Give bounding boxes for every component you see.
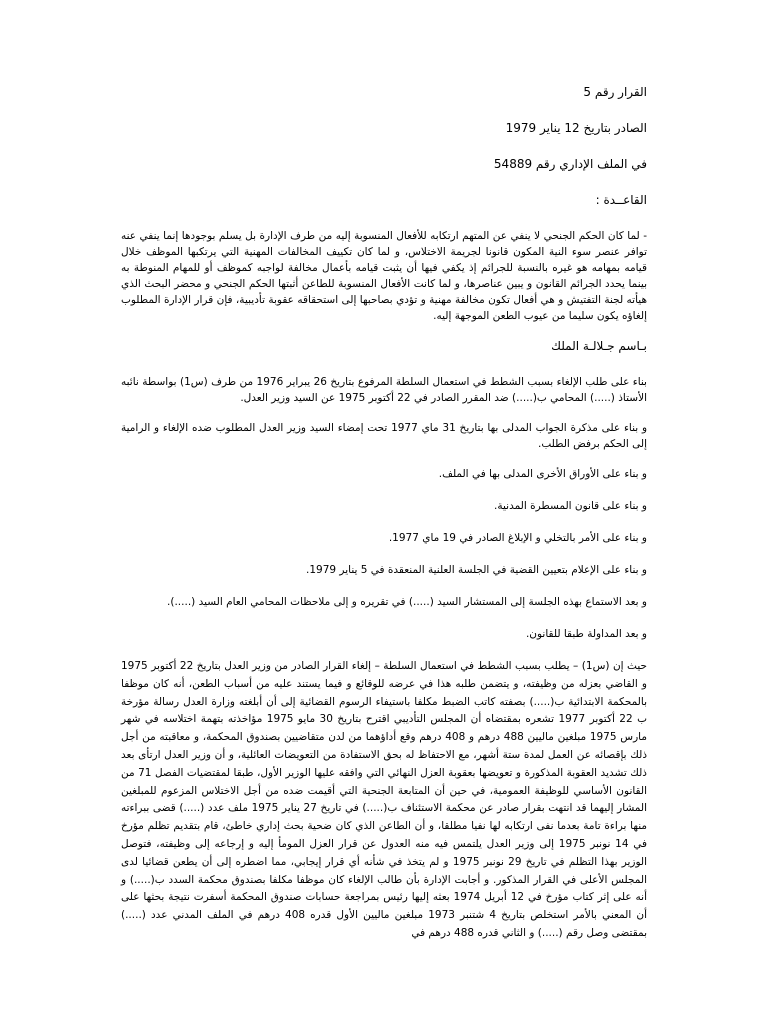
issue-date: الصادر بتاريخ 12 يناير 1979 xyxy=(505,121,647,135)
recital-6: و بناء على الإعلام بتعيين القضية في الجلسة العلنية المنعقدة في 5 يناير 1979. xyxy=(306,564,647,576)
file-number: في الملف الإداري رقم 54889 xyxy=(493,157,647,171)
recital-2: و بناء على مذكرة الجواب المدلى بها بتاريخ 31 ماي 1977 تحت إمضاء السيد وزير العدل المطلوب ضده الإلغاء و الرامية إلى الحكم برفض الطلب. xyxy=(121,422,648,450)
recital-1: بناء على طلب الإلغاء بسبب الشطط في استعمال السلطة المرفوع بتاريخ 26 يبراير 1976 من طرف (س1) بواسطة نائبه الأستاذ (.....) المحامي ب(.....) ضد المقرر الصادر في 22 أكتوبر 1975 عن السيد وزير العدل. xyxy=(121,376,647,404)
reasoning-text: حيث إن (س1) – يطلب بسبب الشطط في استعمال السلطة – إلغاء القرار الصادر من وزير العدل بتاريخ 22 أكتوبر 1975 و القاضي بعزله من وظيفته، و يتضمن طلبه هذا في عرضه للوقائع و فيما يستند عليه من أسباب الطعن، أنه كان موظفا بالمحكمة الابتدائية ب(.....) بصفته كاتب الضبط مكلفا باستيفاء الرسوم القضائية إلى أن أبلغته وزارة العدل رسالة مؤرخة ب 22 أكتوبر 1977 تشعره بمقتضاه أن المجلس التأديبي اقترح بتاريخ 30 مايو 1975 مؤاخذته بتهمة اختلاسه في شهر مارس 1975 مبلغين ماليين 488 درهم و 408 درهم وقع أداؤهما من لدن متقاضيين بصندوق المحكمة، و معاقبته من أجل ذلك بإقصائه عن العمل لمدة ستة أشهر، مع الاحتفاظ له بحق الاستفادة من التعويضات العائلية، و أن وزير العدل ارتأى بعد ذلك تشديد العقوبة المذكورة و تعويضها بعقوبة العزل النهائي التي وافقه عليها الوزير الأول، طبقا لمقتضيات الفصل 71 من القانون الأساسي للوظيفة العمومية، في حين أن المتابعة الجنحية التي أقيمت ضده من أجل الاختلاس المزعوم للمبلغين المشار إليهما قد انتهت بقرار صادر عن محكمة الاستئناف ب(.....) في تاريخ 27 يناير 1975 ملف عدد (.....) قضى ببراءته منها براءة تامة بعدما نفى ارتكابه لها نفيا مطلقا، و أن الطاعن الذي كان ضحية بحث إداري خاطئ، قام بتقديم تظلم مؤرخ في 14 نونبر 1975 إلى وزير العدل يلتمس فيه منه العدول عن قرار العزل المومأ إليه و إرجاعه إلى وظيفته، فتوصل الوزير بهذا التظلم في تاريخ 29 نونبر 1975 و لم يتخذ في شأنه أي قرار إيجابي، مما اضطره إلى أن يطعن قضائيا لدى المجلس الأعلى في القرار المذكور. و أجابت الإدارة بأن طالب الإلغاء كان موظفا مكلفا بصندوق محكمة السدد ب(.....) و أنه على إثر كتاب مؤرخ في 12 أبريل 1974 بعثه إليها رئيس بمراجعة حسابات صندوق المحكمة أسفرت نتيجة بحثها على أن المعني بالأمر استخلص بتاريخ 4 شتنبر 1973 مبلغين ماليين الأول قدره 408 درهم في الملف المدني عدد (.....) بمقتضى وصل رقم (.....) و الثاني قدره 488 درهم في xyxy=(121,660,648,939)
decision-number: القرار رقم 5 xyxy=(583,85,647,99)
recital-3: و بناء على الأوراق الأخرى المدلى بها في الملف. xyxy=(438,468,647,480)
recital-4: و بناء على قانون المسطرة المدنية. xyxy=(494,500,647,512)
rule-text: - لما كان الحكم الجنحي لا ينفي عن المتهم ارتكابه للأفعال المنسوبة إليه من طرف الإدارة بل يسلم بوجودها إنما ينفي عنه توافر عنصر سوء النية المكون قانونا لجريمة الاختلاس، و لما كان تكييف المخالفات المهنية التي يرتكبها الموظف خلال قيامه بمهامه هو غيره بالنسبة للجرائم إذ يكفي فيها أن يثبت قيامه بأعمال مخالفة لواجبه كموظف أو للمهام المنوطة به بينما يحدد الجرائم القانون و يبين عناصرها، و لما كانت الأفعال المنسوبة للطاعن أثبتها الحكم الجنحي و محضر البحث الذي هيأته لجنة التفتيش و هي أفعال تكون مخالفة مهنية و تؤدي بصاحبها إلى استحقاقه عقوبة تأديبية، فإن قرار الإدارة المطلوب إلغاؤه يكون سليما من عيوب الطعن الموجهة إليه. xyxy=(121,230,647,322)
recital-7: و بعد الاستماع بهذه الجلسة إلى المستشار السيد (.....) في تقريره و إلى ملاحظات المحامي العام السيد (.....). xyxy=(167,596,647,608)
rule-heading: القاعــدة : xyxy=(595,193,647,207)
recital-5: و بناء على الأمر بالتخلي و الإبلاغ الصادر في 19 ماي 1977. xyxy=(388,532,647,544)
recital-8: و بعد المداولة طبقا للقانون. xyxy=(525,628,647,640)
invocation: بـاسم جـلالـة الملك xyxy=(551,339,647,353)
